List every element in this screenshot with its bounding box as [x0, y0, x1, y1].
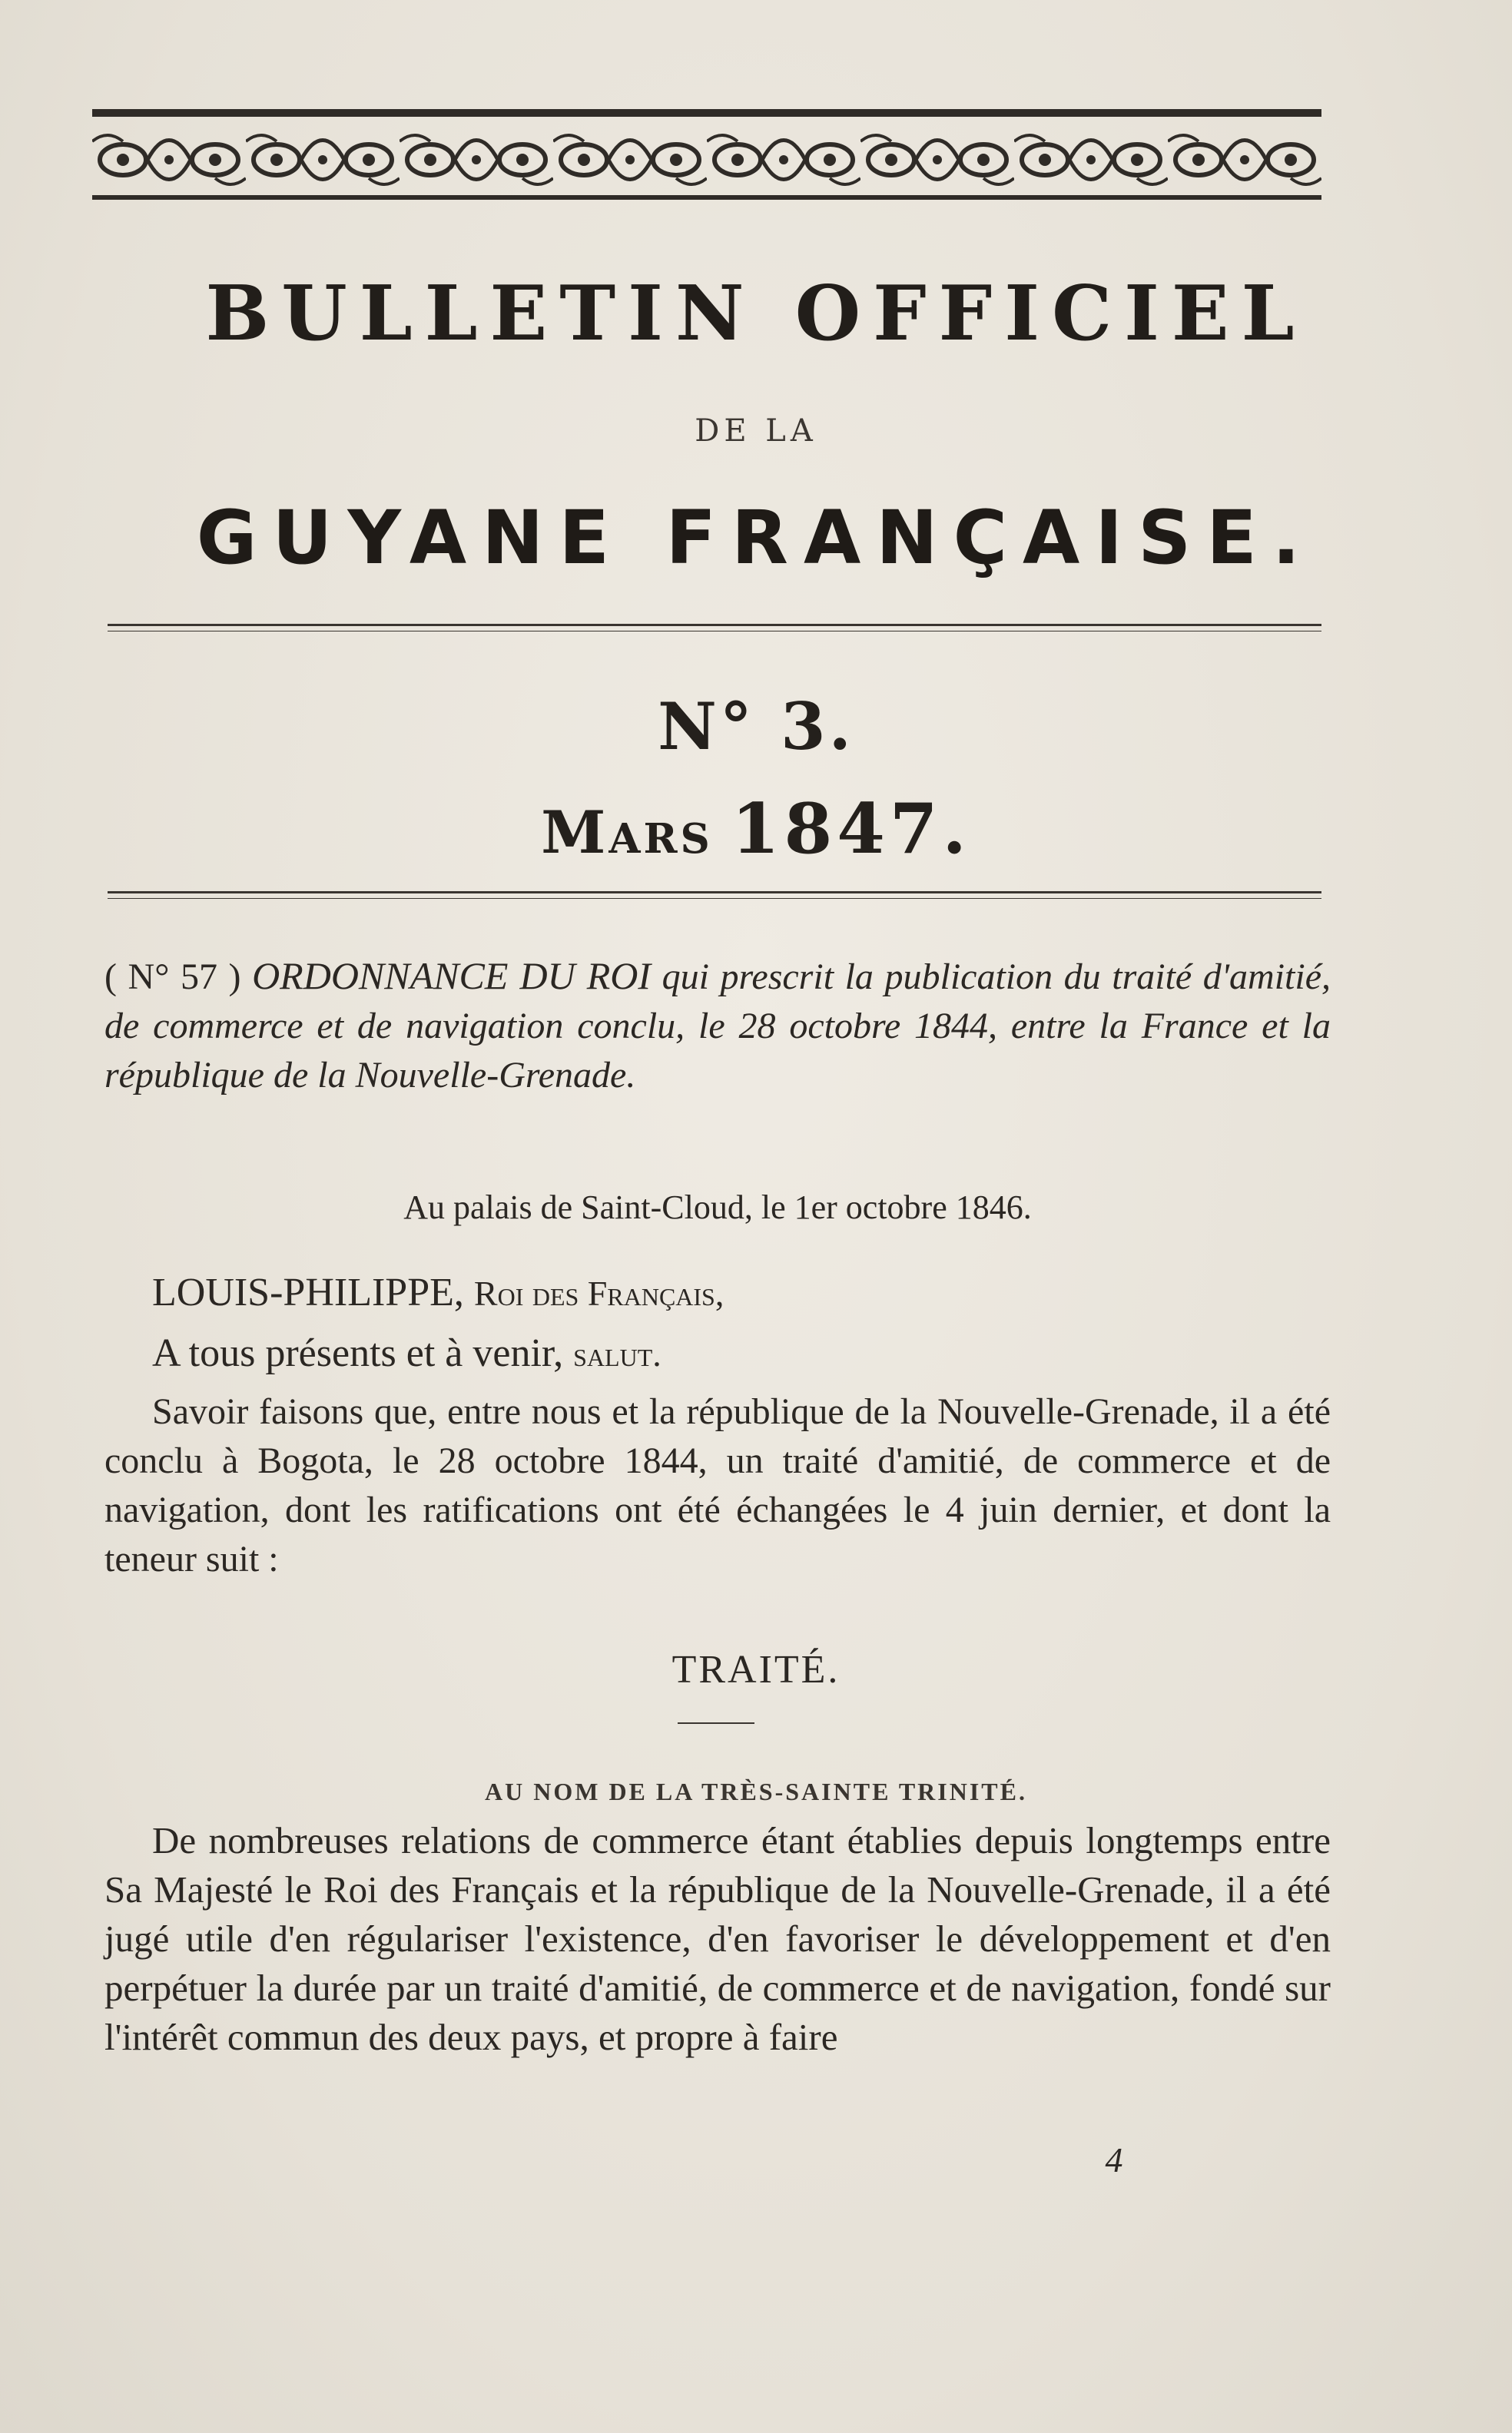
place-date-line: Au palais de Saint-Cloud, le 1er octobre 1846.: [403, 1188, 1032, 1226]
king-line: [104, 1263, 1331, 1324]
ordonnance-text: qui prescrit la publication du traité d'amitié, de commerce et de navigation conclu, le 28 octobre 1844, entre la France et la république de la Nouvelle-Grenade.: [104, 956, 1331, 1096]
ornament-rule-top: [92, 109, 1321, 117]
king-title: Roi des Français,: [473, 1274, 724, 1313]
ordonnance-block: [104, 951, 1331, 1100]
ordonnance-number: ( N° 57 ): [104, 956, 241, 997]
treaty-rule: [678, 1722, 754, 1724]
greeting-line: [104, 1324, 1331, 1384]
bulletin-title: BULLETIN OFFICIEL: [205, 270, 1307, 358]
issue-number: N° 3.: [658, 688, 854, 764]
ornament-band: [92, 109, 1321, 201]
colony-title: GUYANE FRANÇAISE.: [196, 495, 1316, 581]
folio-number: 4: [1105, 2140, 1123, 2179]
issue-year: 1847.: [731, 788, 971, 870]
king-name: LOUIS-PHILIPPE,: [152, 1271, 464, 1314]
treaty-invocation: AU NOM DE LA TRÈS-SAINTE TRINITÉ.: [485, 1778, 1027, 1805]
issue-date: [0, 788, 1512, 870]
date-divider: [108, 891, 1321, 899]
title-connector: DE LA: [695, 413, 817, 449]
ordonnance-heading: ORDONNANCE DU ROI: [252, 954, 652, 997]
issue-month: Mars: [541, 798, 713, 867]
treaty-heading: TRAITÉ.: [671, 1648, 841, 1692]
paragraph-savoir-faisons: Savoir faisons que, entre nous et la république de la Nouvelle-Grenade, il a été conclu à Bogota, le 28 octobre 1844, un traité d'amitié, de commerce et de navigation, dont les ratifications ont été échangées le 4 juin dernier, et dont la teneur suit :: [104, 1391, 1331, 1579]
ornament-rule-bottom: [92, 195, 1321, 200]
greeting-text: A tous présents et à venir,: [152, 1331, 564, 1375]
king-block: [104, 1263, 1331, 1384]
ornament-pattern: [92, 126, 1321, 194]
header-divider: [108, 624, 1321, 631]
paragraph-preamble: De nombreuses relations de commerce étant établies depuis longtemps entre Sa Majesté le Roi des Français et la république de la Nouvelle-Grenade, il a été jugé utile d'en régulariser l'existence, d'en favoriser le développement et d'en perpétuer la durée par un traité d'amitié, de commerce et de navigation, fondé sur l'intérêt commun des deux pays, et propre à faire: [104, 1819, 1331, 2058]
greeting-salut: salut.: [573, 1334, 662, 1374]
